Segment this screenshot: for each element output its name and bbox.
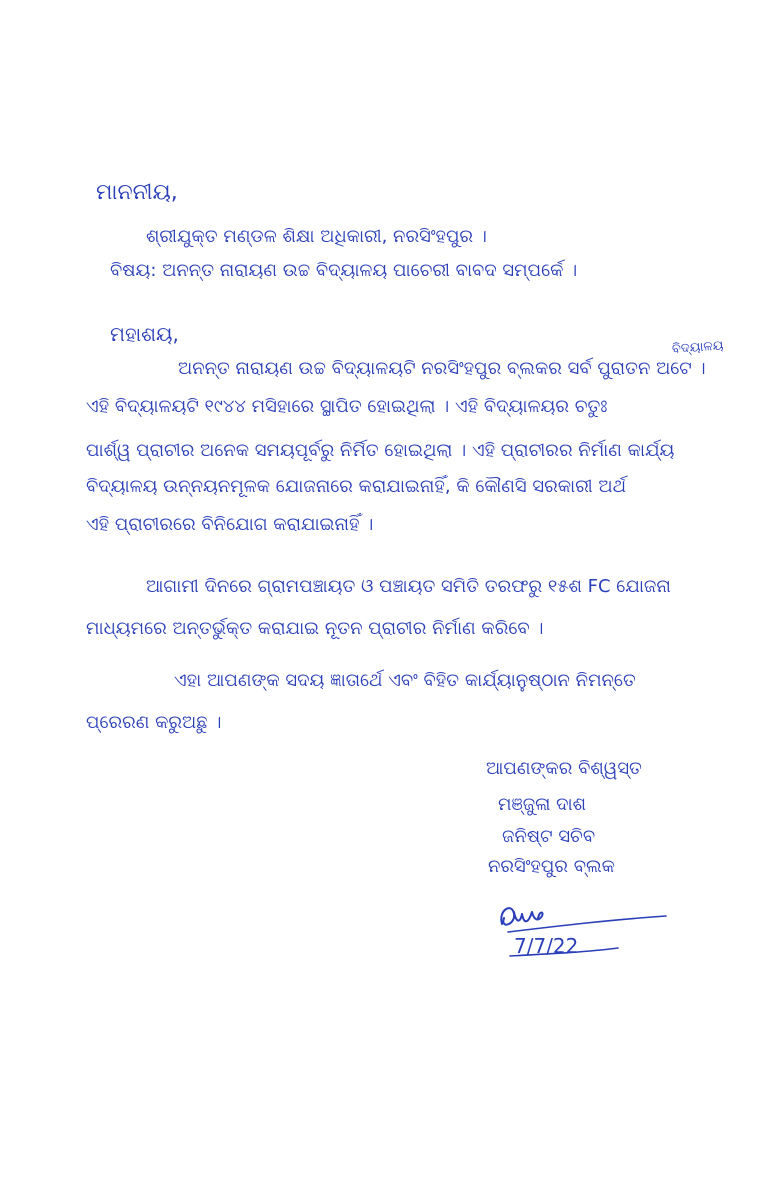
body-line: ପାର୍ଶ୍ୱ ପ୍ରାଚୀର ଅନେକ ସମୟପୂର୍ବରୁ ନିର୍ମିତ ହୋଇଥିଲା । ଏହି ପ୍ରାଚୀରର ନିର୍ମାଣ କାର୍ଯ୍ୟ bbox=[86, 440, 675, 461]
body-line: ମାଧ୍ୟମରେ ଅନ୍ତର୍ଭୁକ୍ତ କରାଯାଇ ନୂତନ ପ୍ରାଚୀର ନିର୍ମାଣ କରିବେ । bbox=[86, 618, 544, 639]
subject-line: ବିଷୟ: ଅନନ୍ତ ନାରାୟଣ ଉଚ୍ଚ ବିଦ୍ୟାଳୟ ପାଚେରୀ ବାବଦ ସମ୍ପର୍କେ । bbox=[110, 260, 578, 281]
salutation: ମାନନୀୟ, bbox=[96, 180, 178, 205]
body-line: ଏହି ପ୍ରାଚୀରରେ ବିନିଯୋଗ କରାଯାଇନାହିଁ । bbox=[86, 514, 374, 535]
body-line: ଆଗାମୀ ଦିନରେ ଗ୍ରାମପଞ୍ଚାୟତ ଓ ପଞ୍ଚାୟତ ସମିତି ତରଫରୁ ୧୫ଶ FC ଯୋଜନା bbox=[146, 576, 671, 597]
body-line: ବିଦ୍ୟାଳୟ ଉନ୍ନୟନମୂଳକ ଯୋଜନାରେ କରାଯାଇନାହିଁ, କି କୌଣସି ସରକାରୀ ଅର୍ଥ bbox=[86, 476, 627, 497]
recipient-line: ଶ୍ରୀଯୁକ୍ତ ମଣ୍ଡଳ ଶିକ୍ଷା ଅଧିକାରୀ, ନରସିଂହପୁର । bbox=[146, 226, 487, 247]
body-line: ଏହି ବିଦ୍ୟାଳୟଟି ୧୯୪୪ ମସିହାରେ ସ୍ଥାପିତ ହୋଇଥିଲା । ଏହି ବିଦ୍ୟାଳୟର ଚତୁଃ bbox=[86, 396, 608, 417]
signer-block: ନରସିଂହପୁର ବ୍ଲକ bbox=[488, 856, 615, 877]
signature-date: 7/7/22 bbox=[514, 934, 579, 958]
signer-designation: ଜନିଷ୍ଟ ସଚିବ bbox=[502, 826, 596, 847]
closing: ଆପଣଙ୍କର ବିଶ୍ୱସ୍ତ bbox=[486, 758, 642, 779]
insertion-note: ବିଦ୍ୟାଳୟ bbox=[671, 338, 725, 357]
body-line: ଏହା ଆପଣଙ୍କ ସଦୟ ଜ୍ଞାତାର୍ଥେ ଏବଂ ବିହିତ କାର୍ଯ୍ୟାନୁଷ୍ଠାନ ନିମନ୍ତେ bbox=[174, 670, 636, 691]
greeting: ମହାଶୟ, bbox=[110, 322, 179, 346]
body-line: ପ୍ରେରଣ କରୁଅଛୁ । bbox=[86, 712, 222, 733]
signer-name: ମଞ୍ଜୁଳା ଦାଶ bbox=[498, 794, 587, 815]
body-line: ଅନନ୍ତ ନାରାୟଣ ଉଚ୍ଚ ବିଦ୍ୟାଳୟଟି ନରସିଂହପୁର ବ୍ଲକର ସର୍ବ ପୁରାତନ ଅଟେ । bbox=[178, 358, 706, 379]
